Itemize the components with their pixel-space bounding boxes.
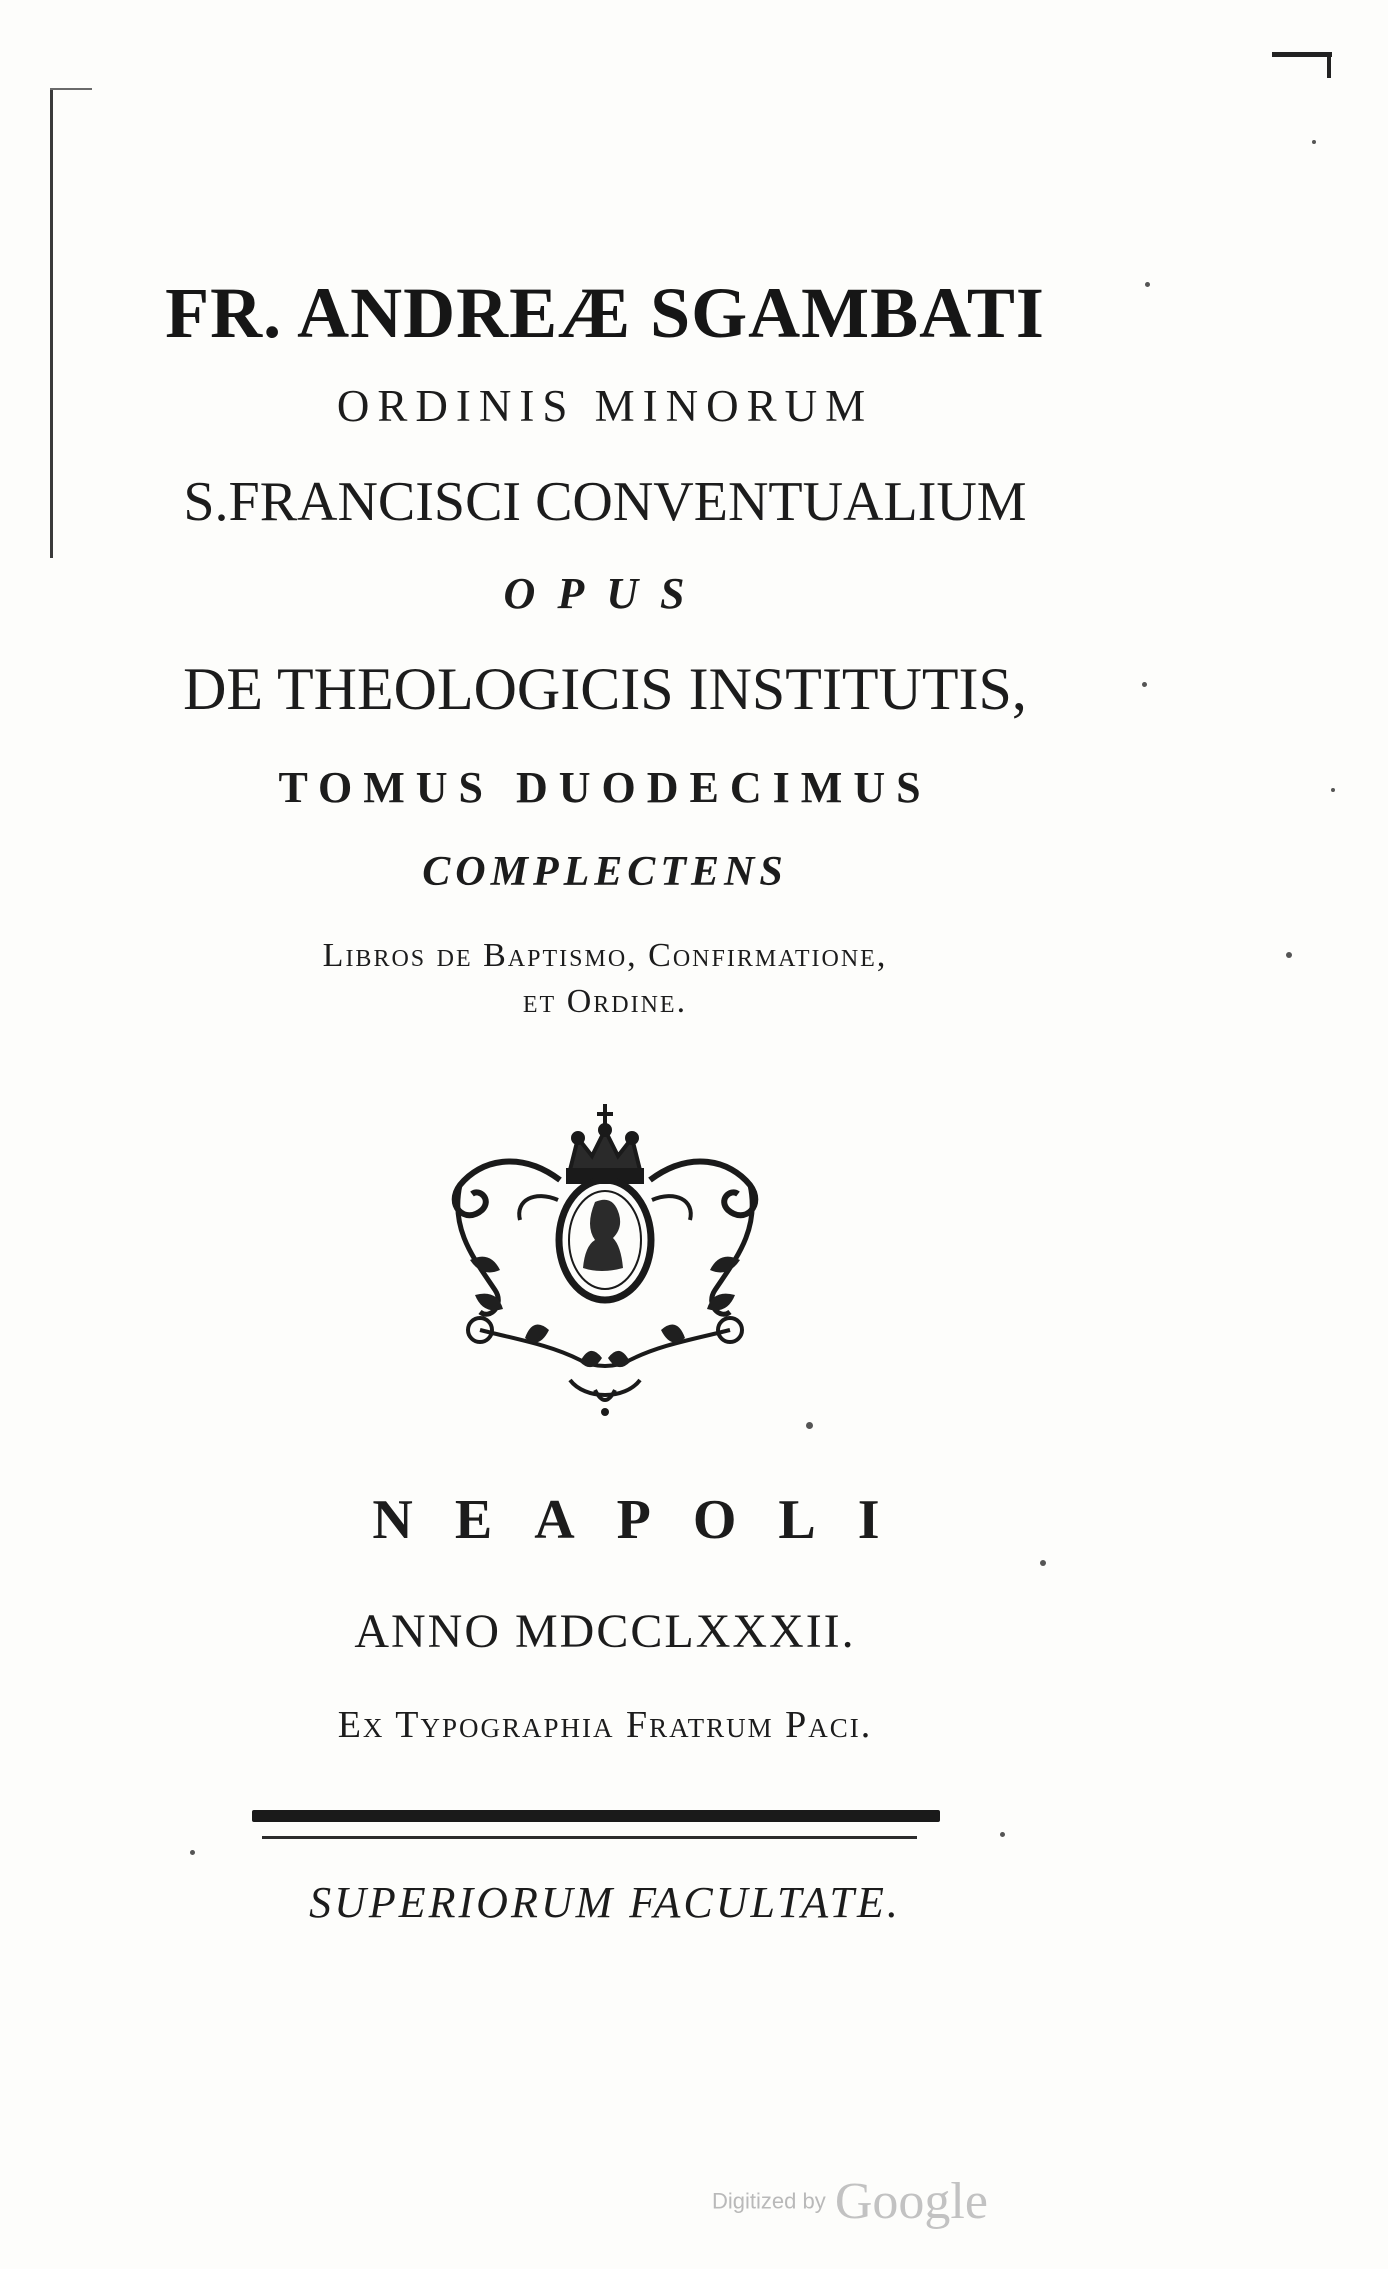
imprint-year: ANNO MDCCLXXXII.: [354, 1605, 856, 1658]
permission-line: SUPERIORUM FACULTATE.: [309, 1878, 901, 1927]
opus-label: OPUS: [503, 569, 707, 618]
paper-speck: [1286, 952, 1292, 958]
work-title: DE THEOLOGICIS INSTITUTIS,: [183, 656, 1027, 722]
paper-speck: [806, 1422, 813, 1429]
corner-mark: [1272, 52, 1332, 57]
crown-medallion-ornament: [420, 1090, 790, 1420]
digitized-prefix: Digitized by: [712, 2188, 826, 2214]
order-name: ORDINIS MINORUM: [336, 381, 874, 431]
paper-speck: [1142, 682, 1147, 687]
left-margin-rule: [50, 88, 53, 558]
author-name: FR. ANDREÆ SGAMBATI: [165, 273, 1045, 353]
divider-thick: [252, 1810, 940, 1822]
imprint-place: NEAPOLI: [372, 1489, 922, 1551]
digitized-watermark: [712, 2172, 988, 2231]
complectens-label: COMPLECTENS: [422, 849, 788, 895]
paper-speck: [190, 1850, 195, 1855]
paper-speck: [1000, 1832, 1005, 1837]
volume-label: TOMUS DUODECIMUS: [278, 763, 932, 812]
corner-mark-vertical: [1327, 52, 1331, 78]
paper-speck: [1331, 788, 1335, 792]
paper-speck: [1145, 282, 1150, 287]
left-margin-rule-top: [50, 88, 92, 90]
contents-line-1: Libros de Baptismo, Confirmatione,: [322, 937, 888, 974]
divider-thin: [262, 1836, 917, 1839]
imprint-printer: Ex Typographia Fratrum Paci.: [337, 1704, 873, 1746]
paper-speck: [1040, 1560, 1046, 1566]
google-wordmark: Google: [834, 2173, 988, 2230]
order-branch: S.FRANCISCI CONVENTUALIUM: [183, 471, 1027, 533]
contents-line-2: et Ordine.: [522, 983, 688, 1020]
paper-speck: [1312, 140, 1316, 144]
